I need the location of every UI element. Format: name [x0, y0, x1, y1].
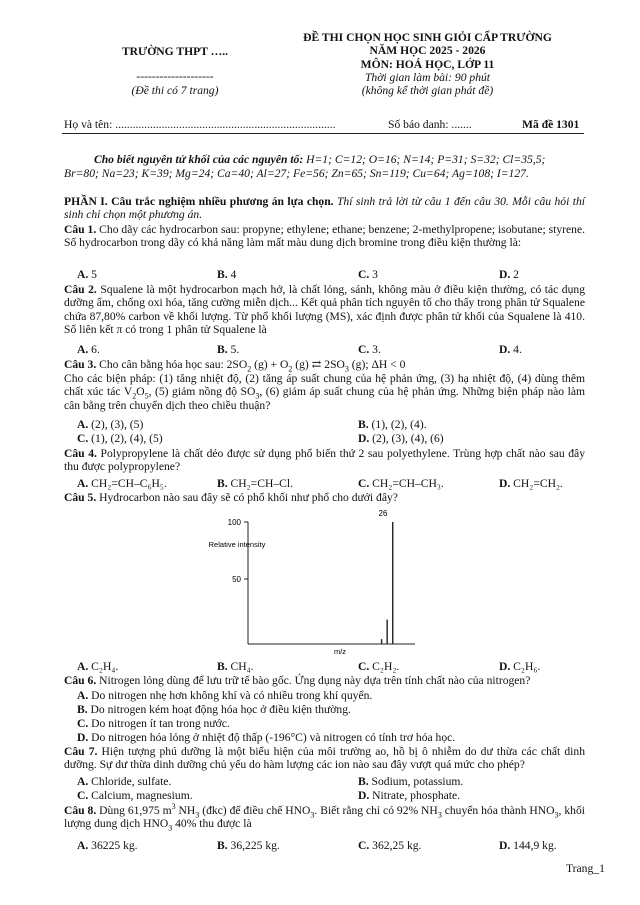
school-name: TRƯỜNG THPT …..: [121, 45, 229, 58]
q8-sub: 3: [195, 810, 200, 820]
option-text: 362,25 kg.: [369, 839, 422, 852]
option-text: Sodium, potassium.: [368, 775, 464, 788]
q3-sub: 3: [344, 364, 349, 374]
option-letter: C.: [77, 717, 89, 730]
q7-option-c[interactable]: [77, 789, 193, 802]
option-text: CH₂=CH–C₆H₅.: [88, 477, 167, 490]
q8-option-d[interactable]: [499, 839, 557, 852]
q5-text: Hydrocarbon nào sau đây sẽ có phổ khối như phổ cho dưới đây?: [96, 491, 398, 504]
q7-option-d[interactable]: [358, 789, 460, 802]
peak-label-26: 26: [378, 509, 388, 518]
q3-sub: 5: [144, 391, 149, 401]
option-text: (1), (2), (4).: [368, 418, 427, 431]
q3-sub: 2: [288, 364, 293, 374]
question-2: [64, 283, 585, 337]
part1-heading: [64, 195, 585, 222]
option-text: (2), (3), (5): [88, 418, 144, 431]
option-letter: D.: [499, 268, 511, 281]
q3-sub: 2: [132, 391, 137, 401]
candidate-id-field: Số báo danh: .......: [388, 118, 472, 131]
q3-option-b[interactable]: [358, 418, 427, 431]
q8-text: chuyển hóa thành HNO: [441, 804, 555, 817]
option-letter: B.: [217, 268, 228, 281]
q5-option-c[interactable]: [358, 660, 399, 673]
option-letter: C.: [358, 477, 370, 490]
q5-option-b[interactable]: [217, 660, 254, 673]
spectrum-peaks: [382, 522, 393, 644]
option-letter: B.: [217, 477, 228, 490]
q4-number: Câu 4.: [64, 447, 97, 460]
atomic-mass-label: Cho biết nguyên tử khối của các nguyên tố:: [94, 153, 304, 166]
header-dashes: --------------------: [136, 70, 214, 83]
question-7: [64, 745, 585, 772]
option-text: CH₂=CH–Cl.: [227, 477, 293, 490]
option-text: Do nitrogen nhẹ hơn không khí và có nhiều trong khí quyển.: [88, 689, 373, 702]
q4-text: Polypropylene là chất dẻo được sử dụng phổ biến thứ 2 sau polyethylene. Trùng hợp chất nào sau đây thu được polypropylene?: [64, 447, 585, 474]
option-text: 3: [369, 268, 378, 281]
option-letter: A.: [77, 418, 89, 431]
q1-option-d[interactable]: [499, 268, 519, 281]
q6-number: Câu 6.: [64, 674, 97, 687]
time-note: (không kể thời gian phát đề): [361, 84, 494, 97]
q3-eq-text: (g); ΔH < 0: [348, 358, 406, 371]
option-letter: D.: [499, 660, 511, 673]
option-text: CH₂=CH₂.: [510, 477, 563, 490]
q1-option-c[interactable]: [358, 268, 378, 281]
option-text: 4.: [510, 343, 522, 356]
q3-option-a[interactable]: [77, 418, 143, 431]
option-letter: C.: [358, 839, 370, 852]
option-text: C₂H₄.: [88, 660, 119, 673]
option-text: Do nitrogen kém hoạt động hóa học ở điều kiện thường.: [87, 703, 351, 716]
q8-text: , khối lượng dung dịch HNO: [64, 804, 585, 831]
option-text: 144,9 kg.: [510, 839, 557, 852]
option-text: Nitrate, phosphate.: [369, 789, 461, 802]
option-letter: D.: [499, 343, 511, 356]
q8-sub: 3: [437, 810, 442, 820]
q6-option-b[interactable]: [77, 703, 351, 716]
q8-text: 40% thu được là: [172, 817, 252, 831]
part1-instruction: Thí sinh trả lời từ câu 1 đến câu 30. Mỗi câu hỏi thí sinh chỉ chọn một phương án.: [64, 195, 585, 222]
mass-spectrum-chart: [200, 505, 430, 657]
header-rule: [62, 133, 584, 134]
option-text: Do nitrogen hóa lỏng ở nhiệt độ thấp (-196°C) và nitrogen có tính trơ hóa học.: [88, 731, 456, 744]
q3-text: , (6) giảm áp suất chung của hệ phản ứng. Những biện pháp nào làm cân bằng trên chuyển dịch theo chiều thuận?: [64, 385, 585, 412]
q1-option-a[interactable]: [77, 268, 97, 281]
q1-option-b[interactable]: [217, 268, 236, 281]
exam-code: Mã đề 1301: [522, 118, 580, 131]
option-letter: C.: [358, 268, 370, 281]
option-text: Do nitrogen ít tan trong nước.: [88, 717, 230, 730]
option-text: (2), (3), (4), (6): [369, 432, 444, 445]
question-1: [64, 223, 585, 250]
option-text: 4: [227, 268, 237, 281]
y-tick-label-100: 100: [227, 518, 241, 527]
option-letter: A.: [77, 268, 89, 281]
q1-text: Cho dãy các hydrocarbon sau: propyne; ethylene; ethane; benzene; 2-methylpropene; isobutane; styrene. Số hydrocarbon trong dãy có khả năng làm mất màu dung dịch bromine trong điều kiện thường là:: [64, 223, 585, 250]
option-letter: C.: [358, 343, 370, 356]
option-letter: D.: [358, 789, 370, 802]
option-letter: A.: [77, 689, 89, 702]
question-5: [64, 491, 398, 504]
q8-sub: 3: [310, 810, 315, 820]
option-text: (1), (2), (4), (5): [88, 432, 163, 445]
option-letter: B.: [77, 703, 88, 716]
q4-option-b[interactable]: [217, 477, 293, 490]
option-letter: A.: [77, 839, 89, 852]
question-4: [64, 447, 585, 474]
option-letter: A.: [77, 775, 89, 788]
option-letter: A.: [77, 343, 89, 356]
x-axis-label: m/z: [333, 647, 347, 656]
q3-text: , (5) giảm nồng độ SO: [148, 385, 256, 399]
y-axis-label: Relative intensity: [208, 540, 266, 549]
q1-number: Câu 1.: [64, 223, 97, 236]
exam-title: ĐỀ THI CHỌN HỌC SINH GIỎI CẤP TRƯỜNG: [303, 31, 552, 44]
option-text: C₂H₆.: [510, 660, 541, 673]
q2-option-c[interactable]: [358, 343, 381, 356]
option-text: Calcium, magnesium.: [88, 789, 193, 802]
atomic-mass-block: [64, 153, 585, 181]
q8-option-a[interactable]: [77, 839, 138, 852]
q8-option-b[interactable]: [217, 839, 280, 852]
option-letter: C.: [77, 789, 89, 802]
option-text: 2: [510, 268, 519, 281]
school-year: NĂM HỌC 2025 - 2026: [369, 44, 486, 57]
q3-number: Câu 3.: [64, 358, 97, 371]
page-number: Trang_1: [566, 862, 605, 875]
option-text: CH₄.: [227, 660, 254, 673]
q8-sub: 3: [168, 823, 173, 833]
q2-text: Squalene là một hydrocarbon mạch hở, là chất lỏng, sánh, không màu ở điều kiện thường, có tác dụng dưỡng ẩm, chống oxi hóa, tăng cường miễn dịch... Kết quả phân tích nguyên tố cho thấy trong phân tử Squalene chứa 87,80% carbon về khối lượng. Từ phổ khối lượng (MS), xác định được phân tử khối của Squalene là 410. Số liên kết π có trong 1 phân tử Squalene là: [64, 283, 585, 337]
question-6: [64, 674, 530, 687]
option-letter: A.: [77, 660, 89, 673]
q3-eq-text: Cho cân bằng hóa học sau: 2SO: [96, 358, 248, 371]
q4-option-c[interactable]: [358, 477, 444, 490]
q3-option-c[interactable]: [77, 432, 163, 445]
pages-note: (Đề thi có 7 trang): [131, 84, 219, 97]
q2-number: Câu 2.: [64, 283, 97, 296]
option-letter: B.: [358, 418, 369, 431]
q7-option-a[interactable]: [77, 775, 171, 788]
option-letter: B.: [217, 343, 228, 356]
question-8: [64, 804, 585, 831]
q7-option-b[interactable]: [358, 775, 463, 788]
exam-time: Thời gian làm bài: 90 phút: [364, 71, 491, 84]
option-letter: C.: [358, 660, 370, 673]
q3-option-d[interactable]: [358, 432, 444, 445]
option-letter: B.: [217, 660, 228, 673]
option-letter: A.: [77, 477, 89, 490]
option-letter: C.: [77, 432, 89, 445]
q8-option-c[interactable]: [358, 839, 421, 852]
q3-text: O: [136, 385, 145, 399]
q6-option-d[interactable]: [77, 731, 455, 744]
question-3-text: [64, 372, 585, 412]
q8-text: (đkc) để điều chế HNO: [199, 804, 311, 817]
question-3-equation: [64, 358, 406, 374]
q5-option-d[interactable]: [499, 660, 540, 673]
option-text: CH₂=CH–CH₃.: [369, 477, 444, 490]
option-letter: D.: [499, 839, 511, 852]
q3-sub: 2: [247, 364, 252, 374]
q4-option-a[interactable]: [77, 477, 167, 490]
option-text: 5: [88, 268, 97, 281]
q6-text: Nitrogen lỏng dùng để lưu trữ tế bào gốc. Ứng dụng này dựa trên tính chất nào của nitrogen?: [96, 674, 531, 687]
option-letter: B.: [358, 775, 369, 788]
option-text: 3.: [369, 343, 381, 356]
candidate-name-field: Họ và tên: ............................................................................: [64, 118, 336, 131]
q8-number: Câu 8.: [64, 804, 97, 817]
option-text: 36,225 kg.: [227, 839, 280, 852]
q7-number: Câu 7.: [64, 745, 98, 758]
q3-text: Cho các biện pháp: (1) tăng nhiệt độ, (2) tăng áp suất chung của hệ phản ứng, (3) hạ nhiệt độ, (4) dùng thêm chất xúc tác V: [64, 372, 585, 399]
option-text: 5.: [227, 343, 240, 356]
q8-text: Dùng 61,975 m: [96, 804, 172, 817]
atomic-mass-line2: Br=80; Na=23; K=39; Mg=24; Ca=40; Al=27; Fe=56; Zn=65; Sn=119; Cu=64; Ag=108; I=127.: [64, 167, 529, 181]
option-text: 36225 kg.: [88, 839, 138, 852]
q2-option-a[interactable]: [77, 343, 100, 356]
q3-eq-text: (g) + O: [251, 358, 289, 371]
option-letter: B.: [217, 839, 228, 852]
q8-text: NH: [175, 804, 196, 817]
q2-option-b[interactable]: [217, 343, 239, 356]
q3-sub: 3: [255, 391, 260, 401]
q2-option-d[interactable]: [499, 343, 522, 356]
q7-text: Hiện tượng phú dưỡng là một biểu hiện của môi trường ao, hồ bị ô nhiễm do dư thừa các chất dinh dưỡng. Sự dư thừa dinh dưỡng chủ yếu do hàm lượng các ion nào sau đây vượt quá mức cho phép?: [64, 745, 585, 772]
option-letter: D.: [77, 731, 89, 744]
option-text: C₂H₂.: [369, 660, 400, 673]
q4-option-d[interactable]: [499, 477, 563, 490]
q8-text: . Biết rằng chỉ có 92% NH: [314, 804, 438, 817]
q6-option-a[interactable]: [77, 689, 372, 702]
option-letter: D.: [499, 477, 511, 490]
q8-sub: 3: [554, 810, 559, 820]
option-text: Chloride, sulfate.: [88, 775, 172, 788]
atomic-mass-line1: H=1; C=12; O=16; N=14; P=31; S=32; Cl=35,5;: [303, 153, 546, 166]
q5-number: Câu 5.: [64, 491, 97, 504]
q3-eq-text: (g) ⇄ 2SO: [292, 358, 345, 371]
option-letter: D.: [358, 432, 370, 445]
q5-option-a[interactable]: [77, 660, 118, 673]
subject: MÔN: HOÁ HỌC, LỚP 11: [360, 58, 495, 71]
q8-sup: 3: [171, 802, 176, 812]
part1-title: PHẦN I. Câu trắc nghiệm nhiều phương án lựa chọn.: [64, 195, 334, 208]
option-text: 6.: [88, 343, 100, 356]
q6-option-c[interactable]: [77, 717, 230, 730]
y-tick-label-50: 50: [232, 575, 241, 584]
